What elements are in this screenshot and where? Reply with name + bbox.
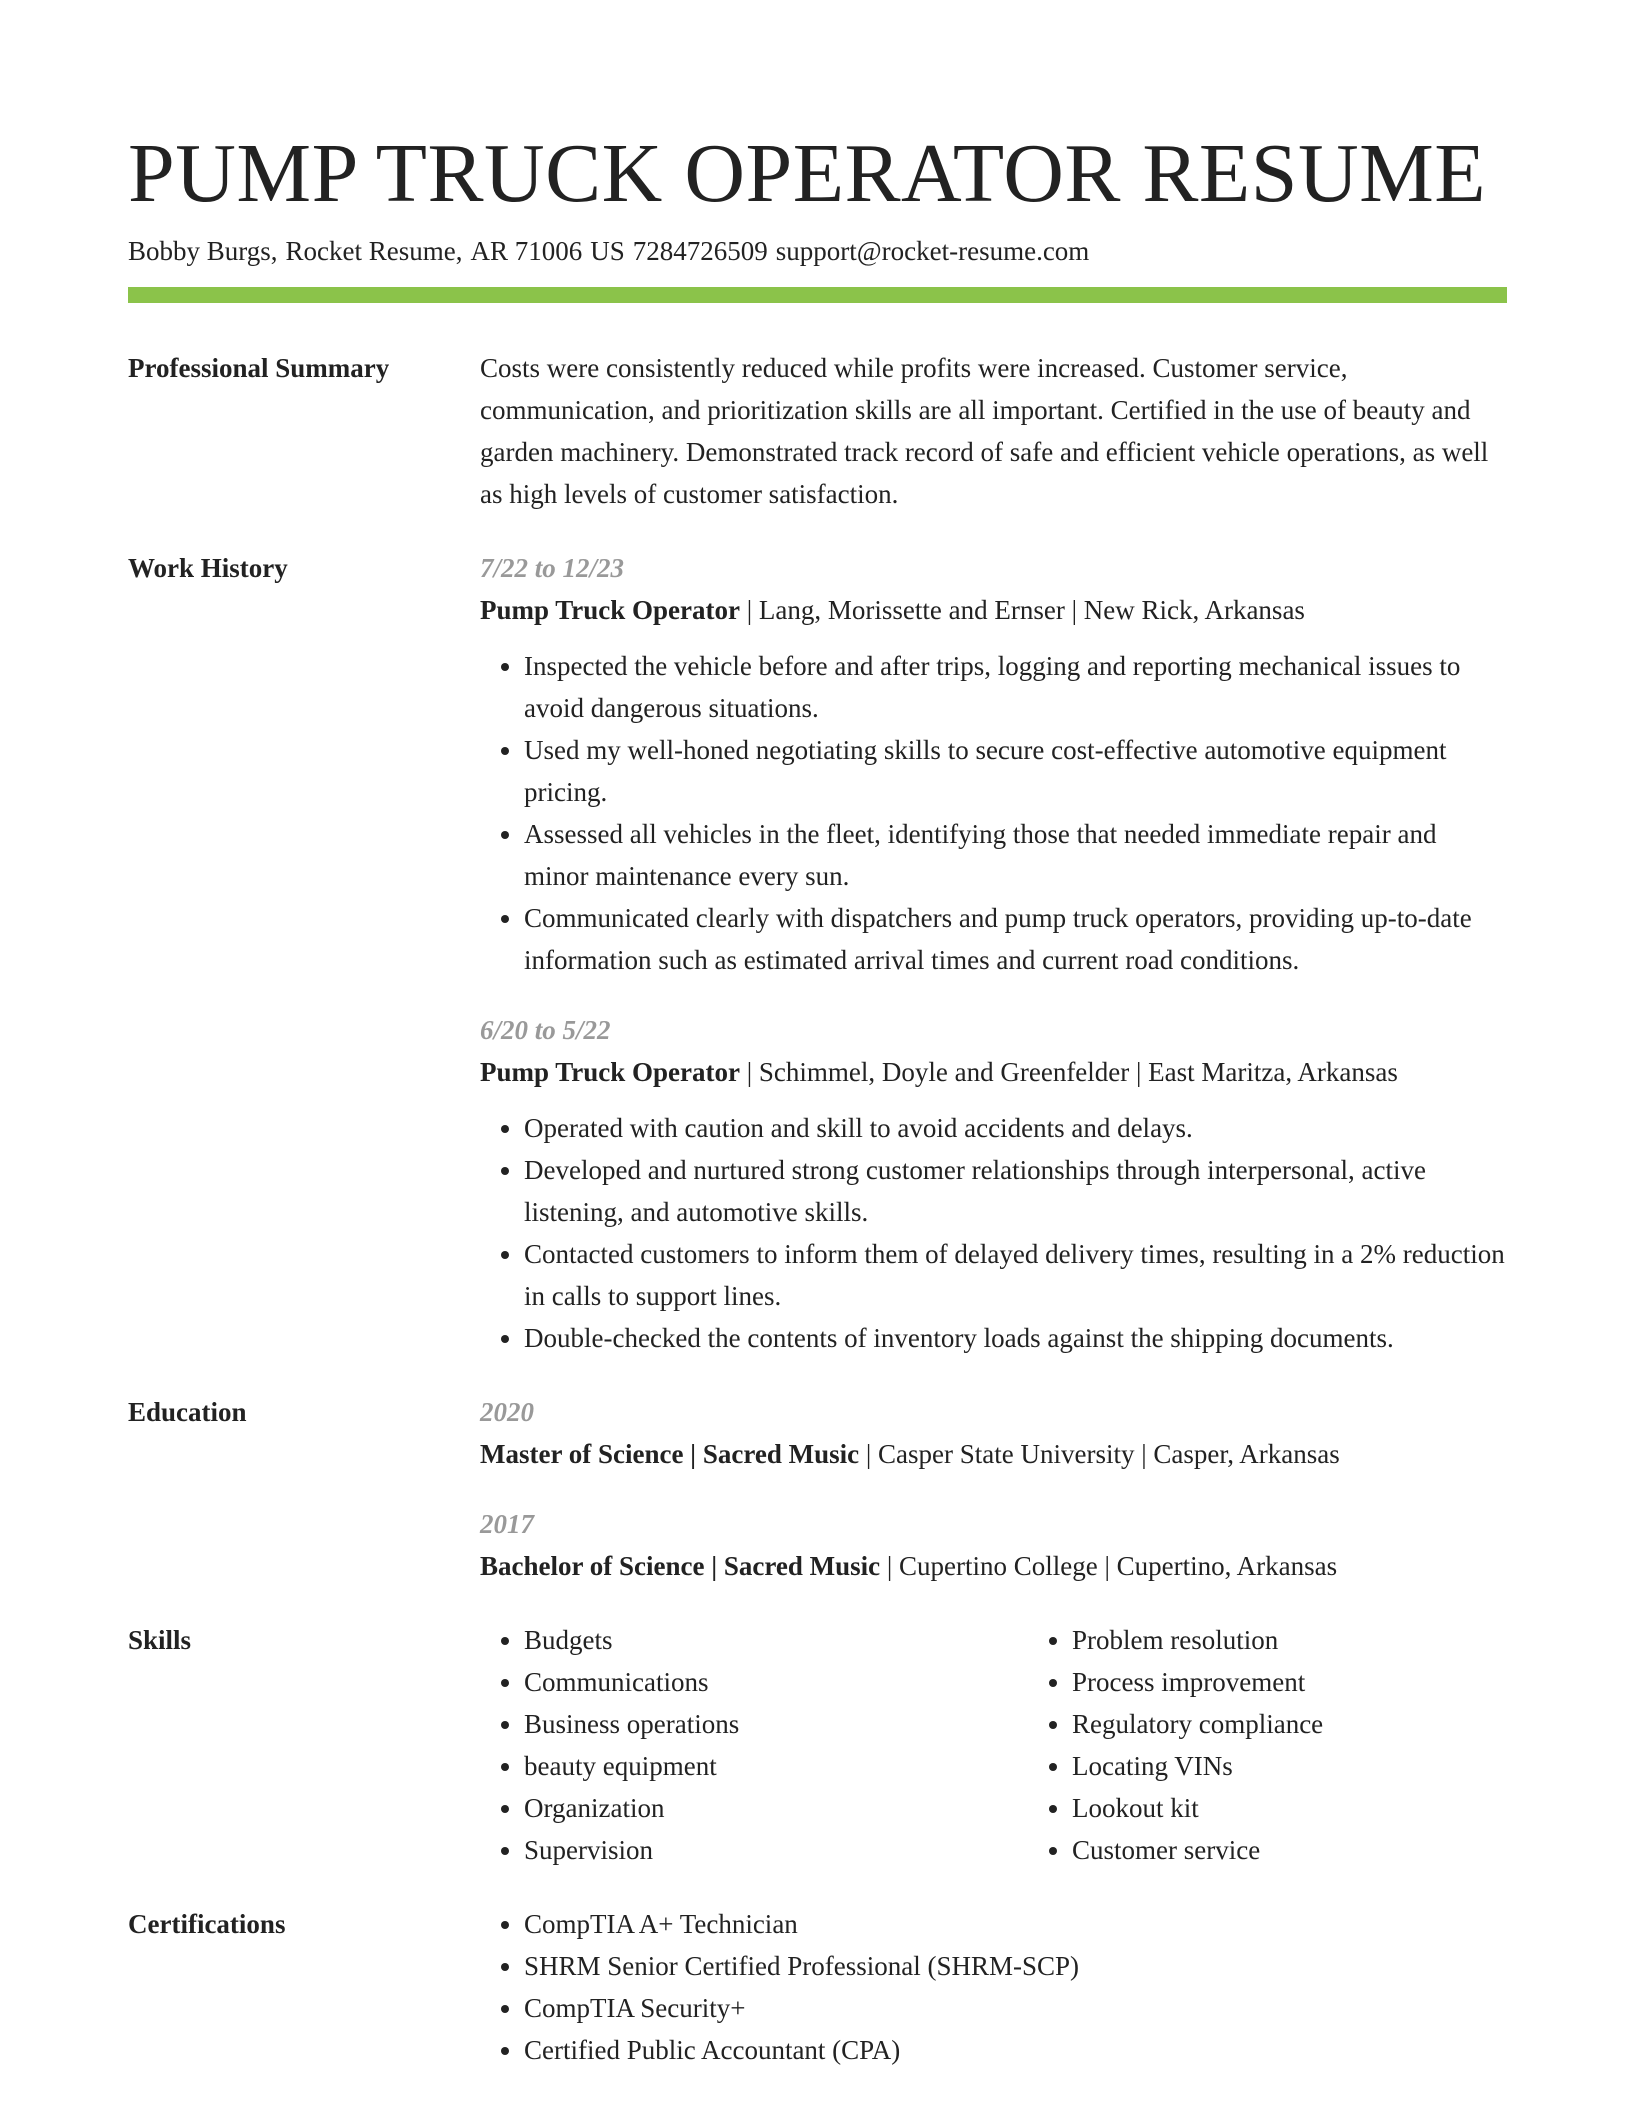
job-bullet: • Assessed all vehicles in the fleet, identifying those that needed immediate repair and minor maintenance every sun. (524, 813, 1507, 897)
job-bullet: • Contacted customers to inform them of delayed delivery times, resulting in a 2% reduction in calls to support lines. (524, 1233, 1507, 1317)
education-details: | Casper State University | Casper, Arkansas (859, 1439, 1340, 1470)
job-details: | Schimmel, Doyle and Greenfelder | East Maritza, Arkansas (740, 1057, 1398, 1088)
skill-item: • Organization (524, 1787, 1028, 1829)
skills-body (480, 1619, 1507, 1871)
summary-heading: Professional Summary (128, 353, 390, 384)
education-degree: Bachelor of Science | Sacred Music (480, 1551, 881, 1582)
work-history-body (480, 547, 1507, 1359)
contact-email[interactable]: support@rocket-resume.com (775, 236, 1090, 267)
job-bullet: • Used my well-honed negotiating skills to secure cost-effective automotive equipment pricing. (524, 729, 1507, 813)
education-entry (480, 1391, 1507, 1475)
education-entry (480, 1503, 1507, 1587)
education-body (480, 1391, 1507, 1587)
education-details: | Cupertino College | Cupertino, Arkansas (880, 1551, 1338, 1582)
skill-item: • Regulatory compliance (1072, 1703, 1507, 1745)
certification-item: • CompTIA Security+ (524, 1987, 1507, 2029)
job-details: | Lang, Morissette and Ernser | New Rick, Arkansas (740, 595, 1305, 626)
work-history-section (128, 547, 1507, 1359)
summary-section (128, 347, 1507, 515)
summary-text: Costs were consistently reduced while profits were increased. Customer service, communication, and prioritization skills are all important. Certified in the use of beauty and garden machinery. Demonstrated track record of safe and efficient vehicle operations, as well as high levels of customer satisfaction. (480, 353, 1489, 510)
job-title: Pump Truck Operator (480, 595, 740, 626)
resume-sections (128, 347, 1507, 2071)
education-degree: Master of Science | Sacred Music (480, 1439, 860, 1470)
certifications-section (128, 1903, 1507, 2071)
contact-city: Rocket Resume, (285, 236, 463, 267)
job-heading (480, 589, 1507, 631)
certifications-heading: Certifications (128, 1909, 286, 1940)
job-bullet: • Communicated clearly with dispatchers and pump truck operators, providing up-to-date information such as estimated arrival times and current road conditions. (524, 897, 1507, 981)
job-dates: 7/22 to 12/23 (480, 553, 625, 584)
resume-title: PUMP TRUCK OPERATOR RESUME (128, 127, 1487, 220)
certification-item: • SHRM Senior Certified Professional (SHRM-SCP) (524, 1945, 1507, 1987)
skills-section (128, 1619, 1507, 1871)
education-year: 2017 (480, 1509, 534, 1540)
education-heading: Education (128, 1397, 247, 1428)
skill-item: • Locating VINs (1072, 1745, 1507, 1787)
certification-item: • Certified Public Accountant (CPA) (524, 2029, 1507, 2071)
contact-phone: 7284726509 (632, 236, 768, 267)
skill-item: • Problem resolution (1072, 1619, 1507, 1661)
job-entry (480, 1009, 1507, 1359)
skill-item: • Communications (524, 1661, 1028, 1703)
job-title: Pump Truck Operator (480, 1057, 740, 1088)
certifications-list (480, 1903, 1507, 2071)
skill-item: • beauty equipment (524, 1745, 1028, 1787)
education-section (128, 1391, 1507, 1587)
certifications-body (480, 1903, 1507, 2071)
skill-item: • Budgets (524, 1619, 1028, 1661)
skills-heading: Skills (128, 1625, 192, 1656)
education-year: 2020 (480, 1397, 534, 1428)
contact-line (128, 234, 1507, 269)
skills-list-right (1028, 1619, 1507, 1871)
job-bullet: • Double-checked the contents of inventory loads against the shipping documents. (524, 1317, 1507, 1359)
header-divider (128, 287, 1507, 303)
certification-item: • CompTIA A+ Technician (524, 1903, 1507, 1945)
contact-country: US (590, 236, 625, 267)
contact-name: Bobby Burgs, (128, 236, 278, 267)
skill-item: • Lookout kit (1072, 1787, 1507, 1829)
job-bullet: • Operated with caution and skill to avoid accidents and delays. (524, 1107, 1507, 1149)
job-heading (480, 1051, 1507, 1093)
job-bullets (480, 1107, 1507, 1359)
skill-item: • Customer service (1072, 1829, 1507, 1871)
job-dates: 6/20 to 5/22 (480, 1015, 611, 1046)
skill-item: • Business operations (524, 1703, 1028, 1745)
job-bullets (480, 645, 1507, 981)
job-entry (480, 547, 1507, 981)
skill-item: • Supervision (524, 1829, 1028, 1871)
job-bullet: • Inspected the vehicle before and after trips, logging and reporting mechanical issues to avoid dangerous situations. (524, 645, 1507, 729)
skills-list-left (480, 1619, 1028, 1871)
education-heading-line (480, 1545, 1507, 1587)
job-bullet: • Developed and nurtured strong customer relationships through interpersonal, active listening, and automotive skills. (524, 1149, 1507, 1233)
work-history-heading: Work History (128, 553, 288, 584)
education-heading-line (480, 1433, 1507, 1475)
skill-item: • Process improvement (1072, 1661, 1507, 1703)
contact-state-zip: AR 71006 (470, 236, 583, 267)
